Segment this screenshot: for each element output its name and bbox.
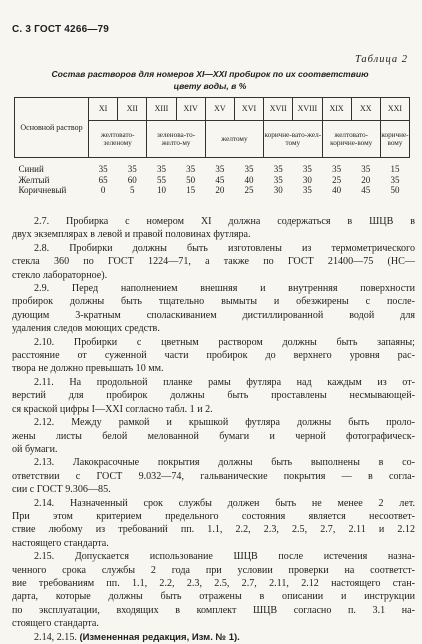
column-header: XI bbox=[89, 98, 118, 121]
line-text: стекло лабораторное). bbox=[12, 269, 108, 281]
line-text: сии с ГОСТ 9.306—85. bbox=[12, 484, 111, 496]
text-line bbox=[12, 470, 415, 483]
table-cell: 35 bbox=[332, 164, 342, 174]
text-line bbox=[12, 336, 415, 349]
line-text: 2.13. Лакокрасочные покрытия должны быть выполнены в со- bbox=[34, 457, 415, 469]
paragraph bbox=[12, 215, 415, 242]
editorial-text: (Измененная редакция, Изм. № 1). bbox=[79, 631, 240, 643]
table-cell: 35 bbox=[215, 164, 225, 174]
table-cell: 65 bbox=[98, 174, 108, 185]
line-text: ствие любому из требований пп. 1.1, 2.2, 2.3, 2.5, 2.7, 2.11 и 2.12 bbox=[12, 524, 415, 536]
text-line bbox=[12, 550, 415, 563]
column-group-header: зеленова-то-желто-му bbox=[147, 121, 205, 158]
table-cell: 35 bbox=[273, 174, 283, 185]
line-text: дарта, которые должны быть отражены в описании и инструкции bbox=[12, 591, 415, 603]
text-line bbox=[12, 590, 415, 603]
column-header: XV bbox=[205, 98, 234, 121]
table-cell: 20 bbox=[215, 185, 225, 195]
column-header: XIII bbox=[147, 98, 176, 121]
table-cell: 50 bbox=[186, 174, 196, 185]
text-line bbox=[12, 362, 415, 375]
text-line bbox=[12, 510, 415, 523]
column-header: XXI bbox=[380, 98, 409, 121]
table-title-line: Состав растворов для номеров XI—XXI пробирок по их соответствию bbox=[51, 69, 369, 79]
paragraph bbox=[12, 376, 415, 416]
line-text: 2.8. Пробирки должны быть изготовлены из термометрического bbox=[34, 242, 415, 254]
table-cell: 35 bbox=[98, 164, 108, 174]
row-label: Коричневый bbox=[18, 185, 67, 195]
paragraph bbox=[12, 456, 415, 496]
table-cell: 25 bbox=[244, 185, 254, 195]
line-text: стоящего стандарта. bbox=[12, 618, 99, 630]
text-line bbox=[12, 376, 415, 389]
column-group-header: желтому bbox=[205, 121, 263, 158]
table-cell: 45 bbox=[215, 174, 225, 185]
table-row bbox=[15, 185, 410, 196]
text-line bbox=[12, 228, 415, 241]
table-cell: 0 bbox=[100, 185, 106, 195]
text-line bbox=[12, 349, 415, 362]
line-text: твора не должно превышать 10 мм. bbox=[12, 363, 164, 375]
text-line bbox=[12, 497, 415, 510]
text-line bbox=[12, 443, 415, 456]
line-text: верстий для пробирок должны быть проставлены несмывающей- bbox=[12, 390, 415, 402]
text-line bbox=[12, 537, 415, 550]
table-cell: 45 bbox=[361, 185, 371, 195]
paragraph bbox=[12, 336, 415, 376]
line-text: ответствии с ГОСТ 9.032—74, гальванические покрытия — в согла- bbox=[12, 470, 415, 482]
paragraph bbox=[12, 242, 415, 282]
line-text: вие требованиям пп. 1.1, 2.2, 2.3, 2.5, 2.7, 2.11, 2.12 настоящего стан- bbox=[12, 577, 415, 589]
table-title-line: цвету воды, в % bbox=[173, 81, 247, 91]
text-line bbox=[12, 617, 415, 630]
table-cell: 35 bbox=[390, 174, 400, 185]
text-line bbox=[12, 269, 415, 282]
line-text: 2.11. На продольной планке рамы футляра над каждым из от- bbox=[34, 376, 415, 388]
table-number: Таблица 2 bbox=[354, 54, 408, 65]
text-line bbox=[12, 523, 415, 536]
line-text: 2.15. Допускается использование ШЦВ после истечения назна- bbox=[34, 551, 415, 563]
column-header: XIV bbox=[176, 98, 205, 121]
text-line bbox=[12, 309, 415, 322]
line-text: ся краской цифры I—XXI согласно табл. 1 и 2. bbox=[12, 403, 213, 415]
text-line bbox=[12, 322, 415, 335]
line-text: стекла 360 по ГОСТ 1224—71, а также по ГОСТ 21400—75 (НС— bbox=[12, 256, 415, 268]
solution-composition-table bbox=[14, 97, 410, 196]
line-text: пробирок должны быть тщательно вымыты и обезжирены с после- bbox=[12, 296, 415, 308]
table-cell: 35 bbox=[273, 164, 283, 174]
table-cell: 15 bbox=[186, 185, 196, 195]
table-cell: 35 bbox=[186, 164, 196, 174]
row-label: Синий bbox=[18, 164, 44, 174]
table-cell: 35 bbox=[156, 164, 166, 174]
text-line bbox=[12, 416, 415, 429]
table-cell: 40 bbox=[332, 185, 342, 195]
line-text: 2.10. Пробирки с цветным раствором должны быть запаяны; bbox=[34, 336, 415, 348]
table-cell: 35 bbox=[127, 164, 137, 174]
table-cell: 15 bbox=[390, 164, 400, 174]
line-text: ченного срока службы 2 года при условии проверки на соответст- bbox=[12, 564, 415, 576]
line-text: 2.9. Перед наполнением внешняя и внутренняя поверхности bbox=[34, 283, 415, 295]
column-header: XII bbox=[118, 98, 147, 121]
table-corner-header: Основной раствор bbox=[15, 98, 89, 158]
line-text: двух экземплярах в левой и правой половинах футляра. bbox=[12, 229, 251, 241]
table-cell: 10 bbox=[156, 185, 166, 195]
text-line bbox=[12, 430, 415, 443]
column-group-header: коричне-вато-жел-тому bbox=[264, 121, 322, 158]
text-line bbox=[12, 577, 415, 590]
line-text: по эксплуатации, входящих в комплект ШЦВ согласно п. 3.1 на- bbox=[12, 604, 415, 616]
text-line bbox=[12, 255, 415, 268]
line-text: При этом критерием предельного состояния является несоответ- bbox=[12, 510, 415, 522]
text-line bbox=[12, 215, 415, 228]
table-cell: 30 bbox=[273, 185, 283, 195]
column-group-header: желтовато-коричне-вому bbox=[322, 121, 380, 158]
line-text: 2.14. Назначенный срок службы должен быть не менее 2 лет. bbox=[34, 497, 415, 509]
table-cell: 5 bbox=[130, 185, 135, 195]
paragraph bbox=[12, 416, 415, 456]
table-row bbox=[15, 175, 410, 186]
text-line bbox=[12, 483, 415, 496]
document-body bbox=[12, 215, 415, 644]
table-row bbox=[15, 164, 410, 175]
column-group-header: желтовато-зеленому bbox=[89, 121, 147, 158]
table-cell: 25 bbox=[332, 174, 342, 185]
text-line bbox=[12, 564, 415, 577]
line-text: дующим 3-кратным споласкиванием дистиллированной водой для bbox=[12, 309, 415, 321]
column-header: XVIII bbox=[293, 98, 322, 121]
table-cell: 60 bbox=[127, 174, 137, 185]
line-text: жены листы белой мелованной бумаги и черной фотографическ- bbox=[12, 430, 415, 442]
table-cell: 30 bbox=[302, 174, 312, 185]
page-header: С. 3 ГОСТ 4266—79 bbox=[12, 24, 110, 35]
table-title bbox=[40, 68, 380, 92]
editorial-note bbox=[12, 631, 415, 644]
line-text: удаления следов моющих средств. bbox=[12, 323, 160, 335]
table-cell: 40 bbox=[244, 174, 254, 185]
table-cell: 50 bbox=[390, 185, 400, 195]
text-line bbox=[12, 282, 415, 295]
table-cell: 35 bbox=[244, 164, 254, 174]
table-cell: 35 bbox=[361, 164, 371, 174]
line-text: расстояние от суженной части пробирок до верхнего уровня рас- bbox=[12, 350, 415, 362]
paragraph bbox=[12, 497, 415, 551]
paragraph bbox=[12, 282, 415, 336]
line-text: 2.7. Пробирка с номером XI должна содержаться в ШЦВ в bbox=[34, 216, 415, 227]
text-line bbox=[12, 403, 415, 416]
text-line bbox=[12, 456, 415, 469]
table-cell: 35 bbox=[302, 164, 312, 174]
table-cell: 20 bbox=[361, 174, 371, 185]
line-text: ой бумаги. bbox=[12, 443, 58, 455]
table-cell: 35 bbox=[302, 185, 312, 195]
table-cell: 55 bbox=[156, 174, 166, 185]
text-line bbox=[12, 242, 415, 255]
text-line bbox=[12, 604, 415, 617]
line-text: 2.12. Между рамкой и крышкой футляра должны быть проло- bbox=[34, 417, 415, 429]
text-line bbox=[12, 295, 415, 308]
column-header: XIX bbox=[322, 98, 351, 121]
column-header: XVI bbox=[234, 98, 263, 121]
column-group-header: коричне-вому bbox=[380, 121, 409, 158]
line-text: настоящего стандарта. bbox=[12, 537, 109, 549]
column-header: XVII bbox=[264, 98, 293, 121]
paragraph bbox=[12, 550, 415, 630]
row-label: Желтый bbox=[18, 174, 50, 185]
column-header: XX bbox=[351, 98, 380, 121]
text-line bbox=[12, 389, 415, 402]
editorial-ref: 2.14, 2.15. bbox=[34, 631, 77, 643]
